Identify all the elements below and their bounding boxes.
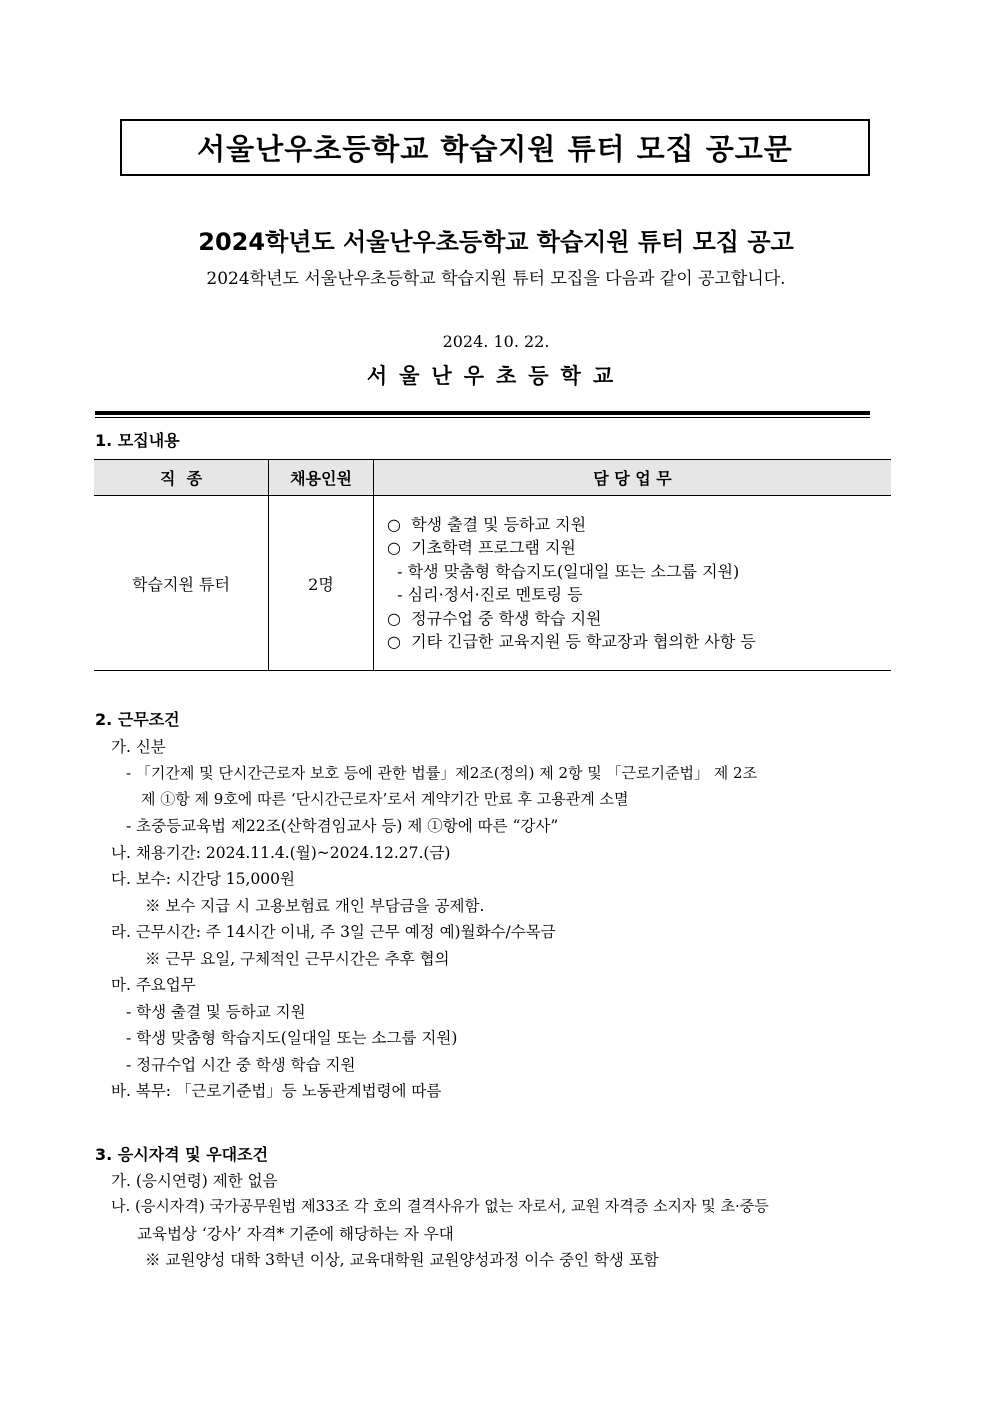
table-row xyxy=(94,496,891,671)
work-line: 제 ①항 제 9호에 따른 ‘단시간근로자’로서 계약기간 만료 후 고용관계 소멸 xyxy=(141,790,629,808)
work-line: - 「기간제 및 단시간근로자 보호 등에 관한 법률」제2조(정의) 제 2항 및 「근로기준법」 제 2조 xyxy=(126,764,758,782)
notice-title: 서울난우초등학교 학습지원 튜터 모집 공고문 xyxy=(197,132,793,166)
duty-item: ○ 정규수업 중 학생 학습 지원 xyxy=(387,608,602,628)
qual-line: ※ 교원양성 대학 3학년 이상, 교육대학원 교원양성과정 이수 중인 학생 포함 xyxy=(145,1251,659,1269)
duty-item: ○ 학생 출결 및 등하교 지원 xyxy=(387,514,587,534)
cell-count: 2명 xyxy=(269,496,374,671)
cell-duties xyxy=(374,496,892,671)
work-line: 나. 채용기간: 2024.11.4.(월)~2024.12.27.(금) xyxy=(111,844,451,862)
work-line: 마. 주요업무 xyxy=(111,976,196,994)
header-job: 직 종 xyxy=(94,460,269,496)
work-line: 바. 복무: 「근로기준법」등 노동관계법령에 따름 xyxy=(111,1082,442,1100)
work-line: ※ 근무 요일, 구체적인 근무시간은 추후 협의 xyxy=(145,950,450,968)
duty-item: ○ 기초학력 프로그램 지원 xyxy=(387,538,576,557)
school-name: 서울난우초등학교 xyxy=(366,363,626,388)
qual-line: 가. (응시연령) 제한 없음 xyxy=(111,1172,278,1190)
duty-item: - 학생 맞춤형 학습지도(일대일 또는 소그룹 지원) xyxy=(387,561,740,581)
qual-line: 나. (응시자격) 국가공무원법 제33조 각 호의 결격사유가 없는 자로서, 교원 자격증 소지자 및 초·중등 xyxy=(111,1197,769,1215)
section3-title: 3. 응시자격 및 우대조건 xyxy=(95,1145,269,1164)
header-duties: 담 당 업 무 xyxy=(374,460,892,496)
cell-job: 학습지원 튜터 xyxy=(94,496,269,671)
divider-thick xyxy=(95,411,870,415)
notice-title-box xyxy=(120,119,870,176)
duty-item: - 심리·정서·진로 멘토링 등 xyxy=(387,585,583,604)
table-header-row xyxy=(94,460,891,496)
work-line: 다. 보수: 시간당 15,000원 xyxy=(111,870,295,888)
section1-title: 1. 모집내용 xyxy=(95,431,180,450)
notice-heading: 2024학년도 서울난우초등학교 학습지원 튜터 모집 공고 xyxy=(198,228,794,256)
qual-line: 교육법상 ‘강사’ 자격* 기준에 해당하는 자 우대 xyxy=(137,1225,454,1243)
work-line: - 정규수업 시간 중 학생 학습 지원 xyxy=(126,1056,356,1074)
work-line: - 학생 출결 및 등하교 지원 xyxy=(126,1003,306,1021)
work-line: - 학생 맞춤형 학습지도(일대일 또는 소그룹 지원) xyxy=(126,1029,458,1047)
work-line: 가. 신분 xyxy=(111,738,166,756)
notice-date: 2024. 10. 22. xyxy=(442,332,550,351)
duty-item: ○ 기타 긴급한 교육지원 등 학교장과 협의한 사항 등 xyxy=(387,632,756,651)
header-count: 채용인원 xyxy=(269,460,374,496)
work-line: 라. 근무시간: 주 14시간 이내, 주 3일 근무 예정 예)월화수/수목금 xyxy=(111,923,556,941)
notice-intro: 2024학년도 서울난우초등학교 학습지원 튜터 모집을 다음과 같이 공고합니다. xyxy=(206,269,786,289)
divider-thin xyxy=(95,417,870,418)
work-line: ※ 보수 지급 시 고용보험료 개인 부담금을 공제함. xyxy=(145,897,485,915)
work-line: - 초중등교육법 제22조(산학겸임교사 등) 제 ①항에 따른 “강사” xyxy=(126,817,559,835)
section2-title: 2. 근무조건 xyxy=(95,710,180,729)
recruit-table xyxy=(94,459,891,671)
